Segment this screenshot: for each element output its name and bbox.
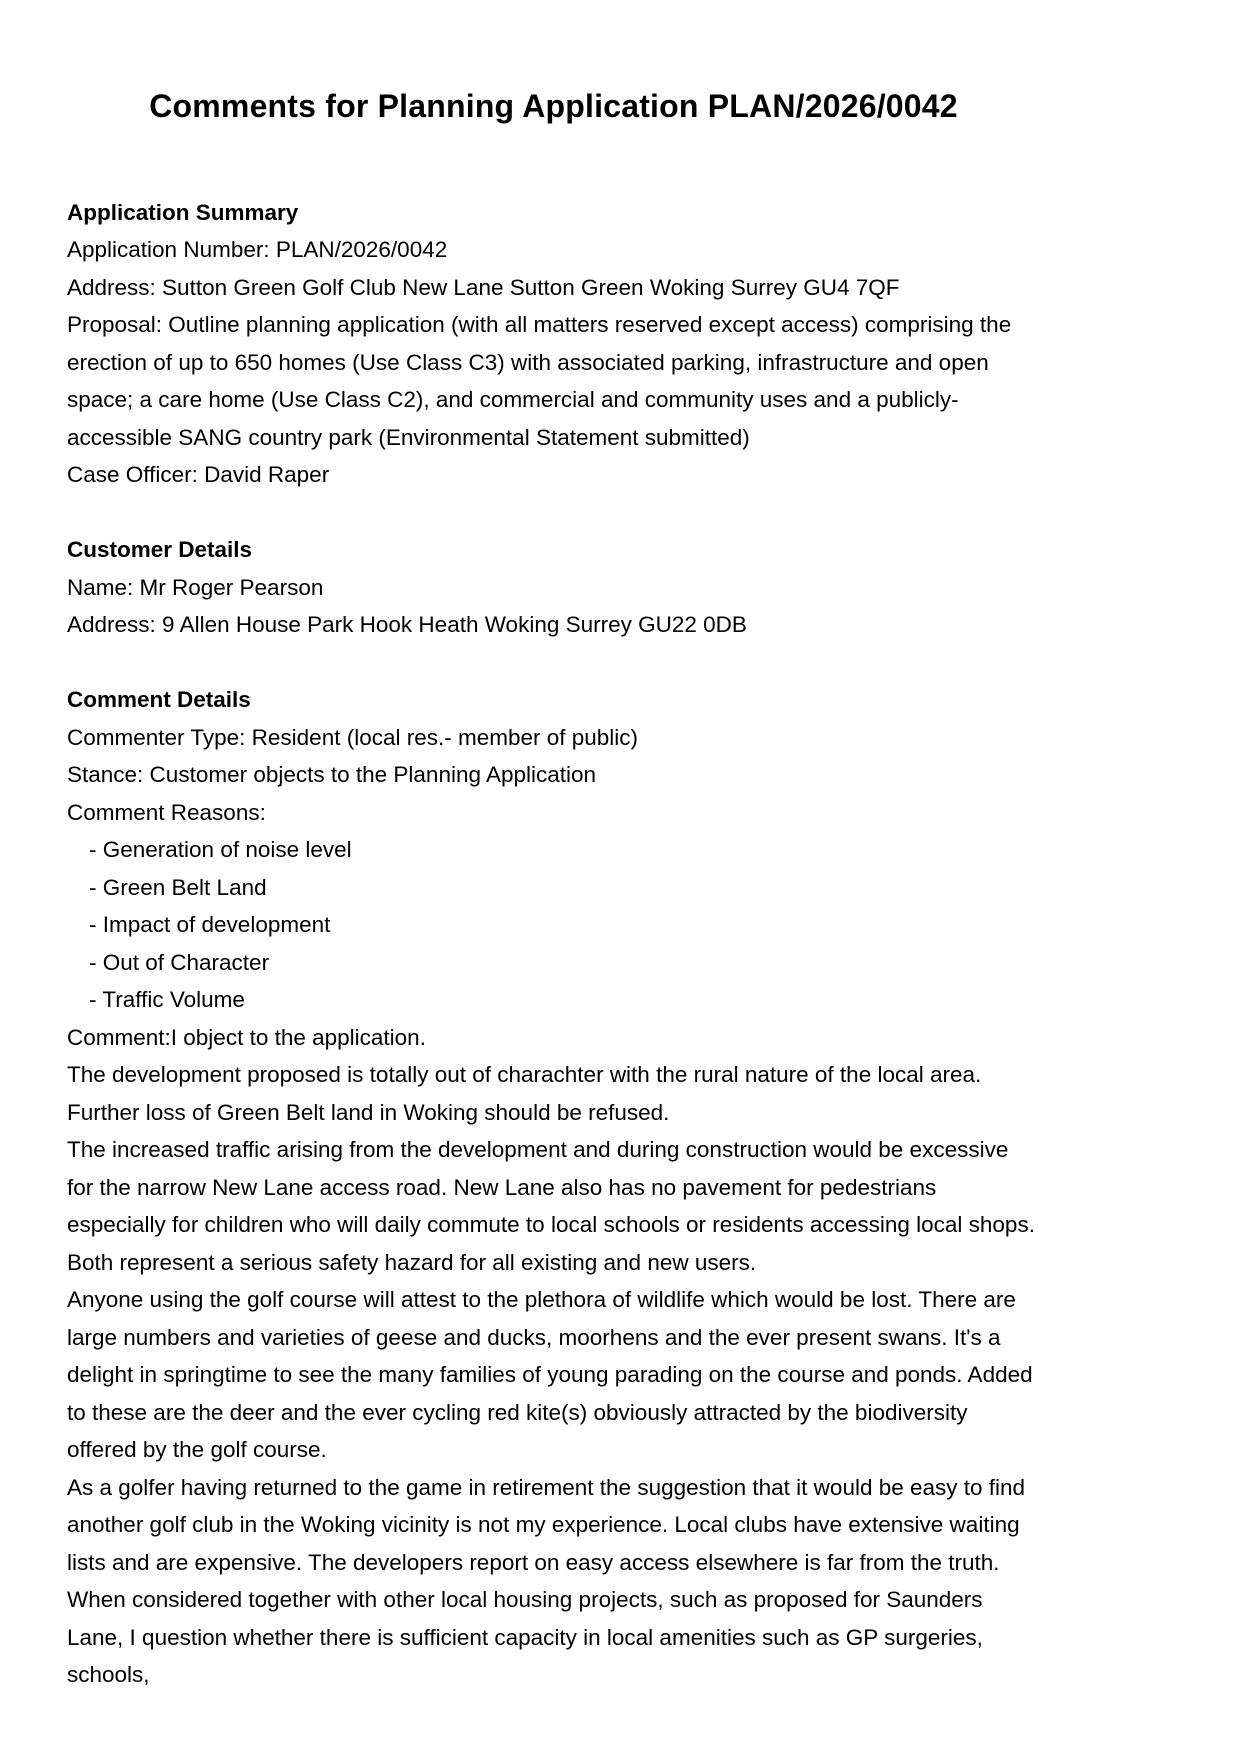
- comment-paragraph: The increased traffic arising from the development and during construction would be excessive for the narrow New Lane access road. New Lane also has no pavement for pedestrians especially for children who will daily commute to local schools or residents accessing local shops. Both represent a serious safety hazard for all existing and new users.: [67, 1137, 1035, 1275]
- reason-item: - Out of Character: [89, 949, 270, 975]
- commenter-type-line: Commenter Type: Resident (local res.- member of public): [67, 724, 639, 750]
- customer-details-heading: Customer Details: [67, 537, 253, 563]
- reason-item: - Green Belt Land: [89, 874, 267, 900]
- reason-item: - Impact of development: [89, 912, 331, 938]
- section-customer-details: [67, 531, 1040, 644]
- customer-name-line: Name: Mr Roger Pearson: [67, 574, 324, 600]
- comment-paragraph: Comment:I object to the application.: [67, 1024, 426, 1050]
- comment-paragraph: The development proposed is totally out of charachter with the rural nature of the local area.: [67, 1062, 982, 1088]
- document-title: Comments for Planning Application PLAN/2026/0042: [149, 88, 958, 124]
- comment-paragraph: Further loss of Green Belt land in Woking should be refused.: [67, 1099, 670, 1125]
- comment-details-heading: Comment Details: [67, 687, 251, 713]
- customer-address-line: Address: 9 Allen House Park Hook Heath Woking Surrey GU22 0DB: [67, 612, 747, 638]
- application-summary-heading: Application Summary: [67, 199, 299, 225]
- application-address-line: Address: Sutton Green Golf Club New Lane Sutton Green Woking Surrey GU4 7QF: [67, 274, 900, 300]
- comment-paragraph: As a golfer having returned to the game in retirement the suggestion that it would be easy to find another golf club in the Woking vicinity is not my experience. Local clubs have extensive waiting lists and are expensive. The developers report on easy access elsewhere is far from the truth.: [67, 1474, 1026, 1575]
- case-officer-line: Case Officer: David Raper: [67, 462, 330, 488]
- comment-paragraph: Anyone using the golf course will attest to the plethora of wildlife which would be lost. There are large numbers and varieties of geese and ducks, moorhens and the ever present swans. It's a delight in springtime to see the many families of young parading on the course and ponds. Added to these are the deer and the ever cycling red kite(s) obviously attracted by the biodiversity offered by the golf course.: [67, 1287, 1033, 1463]
- reason-item: - Traffic Volume: [89, 987, 245, 1013]
- reason-item: - Generation of noise level: [89, 837, 352, 863]
- proposal-line: Proposal: Outline planning application (with all matters reserved except access) comprising the erection of up to 650 homes (Use Class C3) with associated parking, infrastructure and open space; a care home (Use Class C2), and commercial and community uses and a publicly-accessible SANG country park (Environmental Statement submitted): [67, 312, 1012, 450]
- application-number-line: Application Number: PLAN/2026/0042: [67, 237, 448, 263]
- stance-line: Stance: Customer objects to the Planning Application: [67, 762, 597, 788]
- section-comment-details: [67, 681, 1040, 1694]
- comment-paragraph: When considered together with other local housing projects, such as proposed for Saunders Lane, I question whether there is sufficient capacity in local amenities such as GP surgeries, schools,: [67, 1587, 983, 1688]
- section-application-summary: [67, 194, 1040, 494]
- comment-reasons-label: Comment Reasons:: [67, 799, 266, 825]
